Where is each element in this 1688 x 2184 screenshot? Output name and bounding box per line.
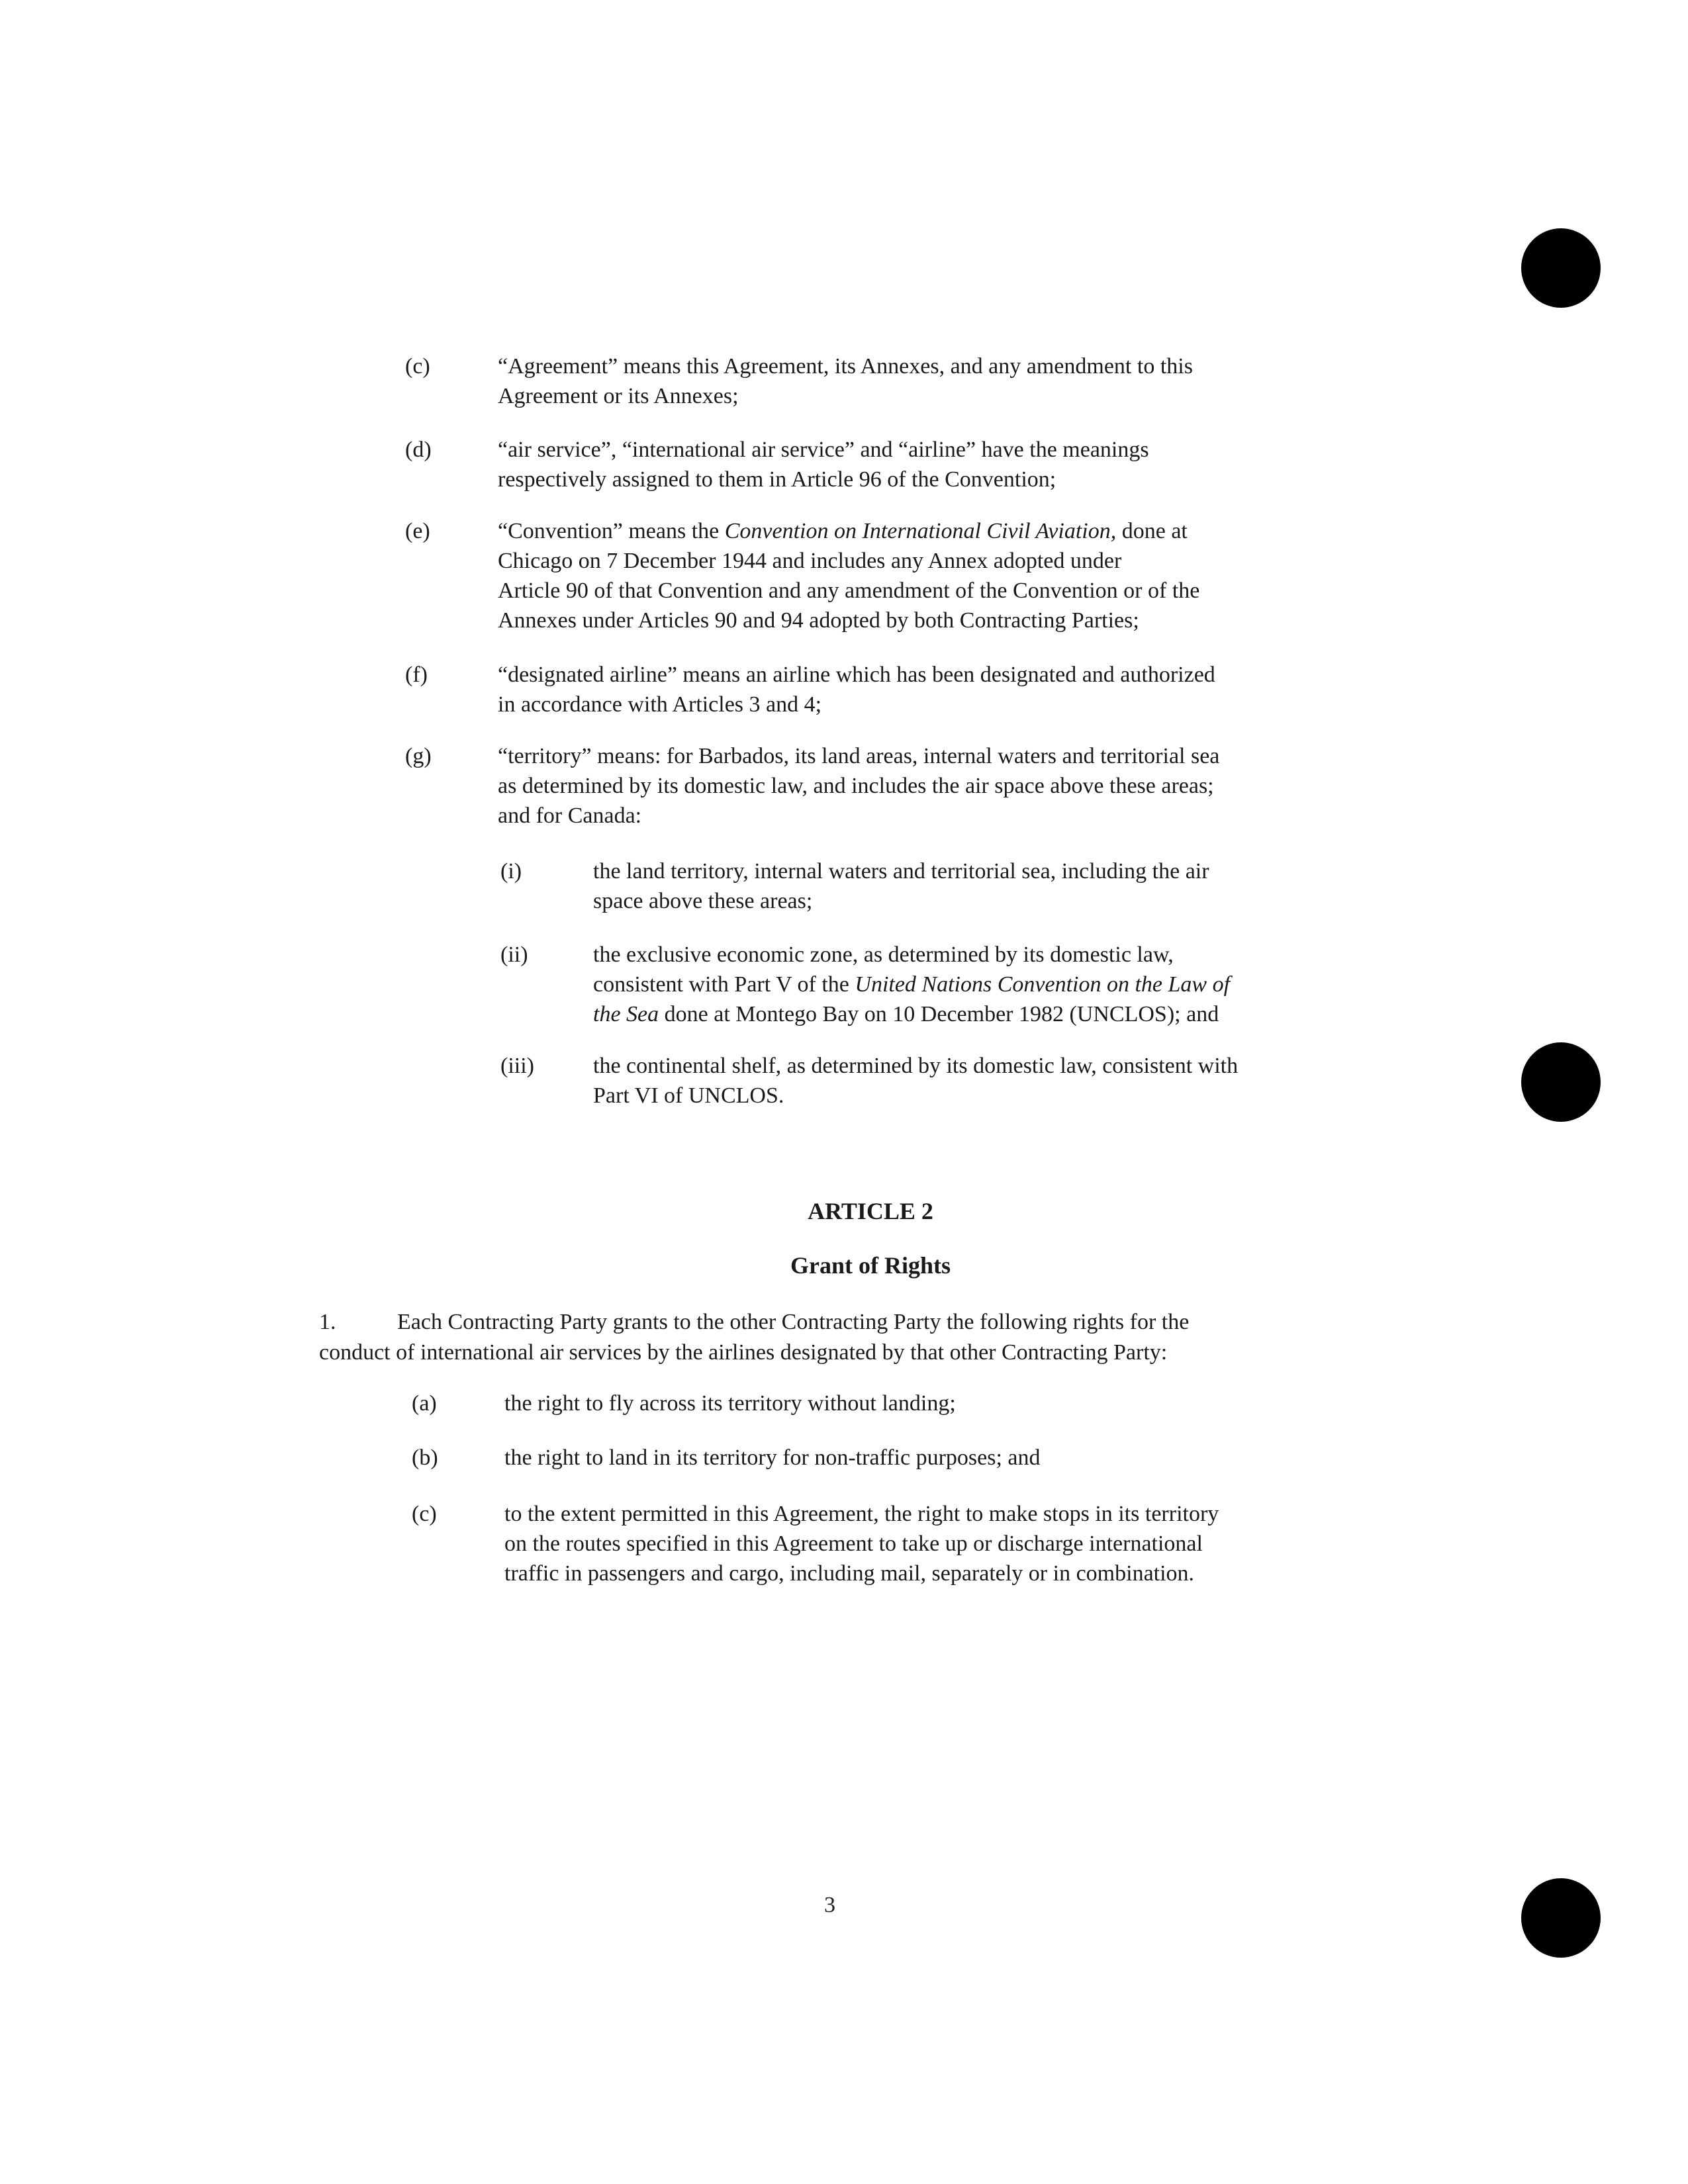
article-heading: ARTICLE 2 [808,1198,933,1224]
article-subheading: Grant of Rights [790,1252,951,1279]
unclos-title: United Nations Convention on the Law of [855,972,1231,997]
text-line: the right to land in its territory for non-traffic purposes; and [504,1445,1041,1470]
item-label: (c) [412,1502,437,1526]
text-line: respectively assigned to them in Article 96 of the Convention; [498,467,1056,492]
text-line: traffic in passengers and cargo, including mail, separately or in combination. [504,1561,1195,1586]
text-line: “territory” means: for Barbados, its land areas, internal waters and territorial sea [498,744,1220,768]
item-label: (c) [405,354,430,379]
item-text [593,856,1209,916]
text-line: “designated airline” means an airline which has been designated and authorized [498,662,1215,687]
item-label: (e) [405,519,430,543]
item-text [498,741,1219,831]
convention-title: Convention on International Civil Aviation, [724,519,1117,543]
text-line: “air service”, “international air service” and “airline” have the meanings [498,437,1149,462]
text-line: Annexes under Articles 90 and 94 adopted by both Contracting Parties; [498,608,1139,633]
text-line: in accordance with Articles 3 and 4; [498,692,822,717]
item-text [498,516,1199,635]
text-line: and for Canada: [498,803,642,828]
text-line: the land territory, internal waters and territorial sea, including the air [593,859,1209,884]
item-text [593,1051,1238,1111]
page-number: 3 [824,1893,835,1917]
text-line: Part VI of UNCLOS. [593,1083,784,1108]
text-line: consistent with Part V of the United Nations Convention on the Law of [593,972,1231,997]
item-label: (ii) [500,942,528,967]
item-text [504,1443,1041,1473]
item-text [498,435,1149,494]
text-line: “Convention” means the Convention on International Civil Aviation, done at [498,519,1188,543]
item-text [593,940,1230,1029]
text-line: on the routes specified in this Agreement to take up or discharge international [504,1531,1203,1556]
text-line: Article 90 of that Convention and any amendment of the Convention or of the [498,578,1200,603]
punch-hole [1521,1878,1601,1958]
text-line: the right to fly across its territory without landing; [504,1391,956,1416]
item-text [498,351,1193,411]
item-text [504,1388,956,1418]
paragraph-line: conduct of international air services by the airlines designated by that other Contracting Party: [319,1340,1168,1365]
text-line: “Agreement” means this Agreement, its Annexes, and any amendment to this [498,354,1193,379]
item-label: (g) [405,744,432,768]
text-line: the exclusive economic zone, as determined by its domestic law, [593,942,1174,967]
text-line: the continental shelf, as determined by its domestic law, consistent with [593,1054,1239,1078]
item-text [504,1499,1219,1588]
text-line: Chicago on 7 December 1944 and includes any Annex adopted under [498,549,1122,573]
punch-hole [1521,1042,1601,1122]
punch-hole [1521,228,1601,308]
text-line: space above these areas; [593,889,813,913]
paragraph-line: Each Contracting Party grants to the other Contracting Party the following rights for the [397,1310,1190,1334]
text-line: Agreement or its Annexes; [498,384,739,408]
item-label: (i) [500,859,522,884]
paragraph-number: 1. [319,1310,336,1334]
item-label: (b) [412,1445,438,1470]
item-label: (a) [412,1391,437,1416]
item-label: (f) [405,662,428,687]
text-line: to the extent permitted in this Agreement, the right to make stops in its territory [504,1502,1219,1526]
text-line: as determined by its domestic law, and includes the air space above these areas; [498,774,1214,798]
item-label: (iii) [500,1054,534,1078]
item-text [498,660,1215,719]
item-label: (d) [405,437,432,462]
text-line: the Sea done at Montego Bay on 10 December 1982 (UNCLOS); and [593,1002,1219,1026]
unclos-title-end: the Sea [593,1002,659,1026]
